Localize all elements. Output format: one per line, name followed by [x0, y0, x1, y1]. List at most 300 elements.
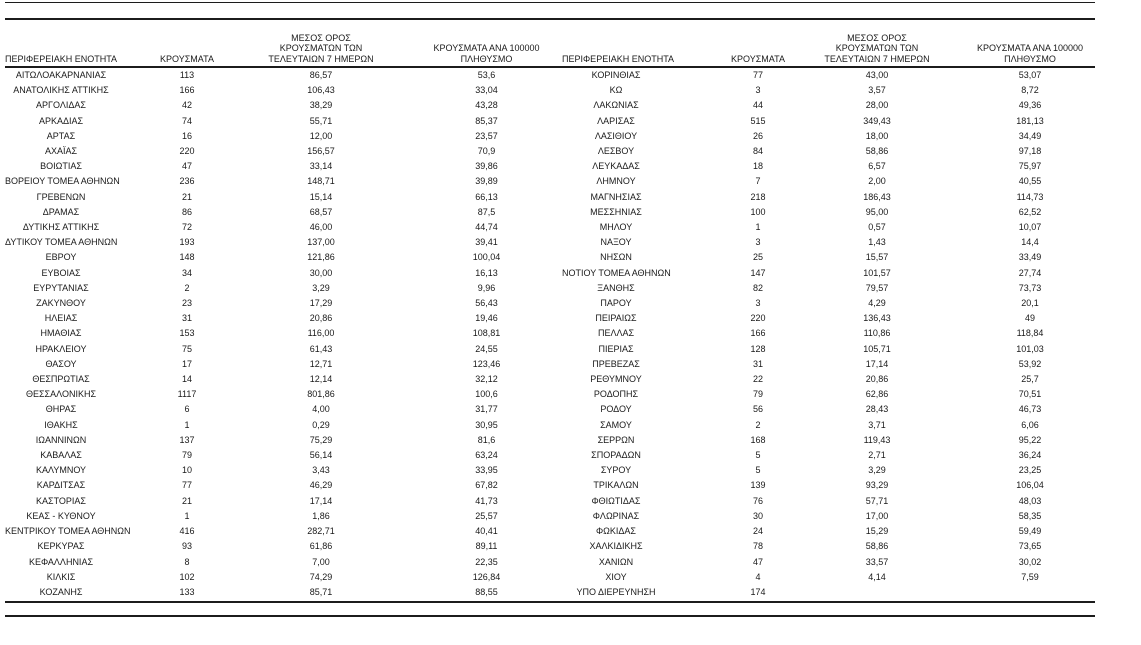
region-header-label: ΠΕΡΙΦΕΡΕΙΑΚΗ ΕΝΟΤΗΤΑ: [5, 53, 118, 64]
per100k-cell: 58,35: [1018, 510, 1042, 521]
avg7-cell: 156,57: [307, 146, 335, 157]
avg7-cell: 20,86: [309, 313, 333, 324]
per100k-cell: 88,55: [475, 586, 498, 597]
table-row: [5, 585, 562, 600]
cases-cell: 34: [181, 267, 192, 278]
avg7-cell: 12,00: [309, 130, 333, 141]
cases-cell: 139: [750, 480, 766, 491]
per100k-header: [387, 24, 562, 68]
per100k-cell: 19,46: [475, 313, 498, 324]
per100k-cell: 181,13: [1016, 115, 1044, 126]
cases-header-label: ΚΡΟΥΣΜΑΤΑ: [160, 53, 214, 64]
avg7-cell: 110,86: [863, 328, 891, 339]
region-cell: ΓΡΕΒΕΝΩΝ: [36, 191, 86, 202]
per100k-cell: 46,73: [1018, 404, 1042, 415]
per100k-header-line1: ΚΡΟΥΣΜΑΤΑ ΑΝΑ 100000: [977, 43, 1083, 53]
table-row: [5, 357, 562, 372]
cases-cell: 24: [752, 526, 763, 537]
table-row: [562, 68, 1098, 83]
per100k-cell: 49: [1024, 313, 1035, 324]
cases-cell: 79: [752, 389, 763, 400]
table-row: [5, 570, 562, 585]
avg7-cell: 2,00: [868, 176, 886, 187]
region-cell: ΕΥΒΟΙΑΣ: [41, 267, 81, 278]
avg7-cell: 4,00: [312, 404, 330, 415]
avg7-cell: 4,29: [868, 298, 886, 309]
region-cell: ΑΡΚΑΔΙΑΣ: [38, 115, 84, 126]
per100k-cell: [948, 585, 1098, 600]
avg7-cell: 101,57: [863, 267, 891, 278]
table-row: [562, 387, 1098, 402]
per100k-cell: 53,6: [477, 70, 496, 80]
table-row: [562, 478, 1098, 493]
cases-cell: 8: [184, 556, 190, 567]
per100k-cell: 23,57: [475, 130, 498, 141]
avg7-cell: 17,29: [309, 298, 333, 309]
avg7-cell: 3,29: [868, 465, 886, 476]
per100k-cell: 30,95: [475, 419, 498, 430]
per100k-cell: 22,35: [475, 556, 498, 567]
avg7-cell: 68,57: [309, 206, 333, 217]
region-cell: ΛΕΥΚΑΔΑΣ: [592, 161, 640, 172]
cases-cell: 10: [181, 465, 192, 476]
region-cell: ΚΑΒΑΛΑΣ: [40, 450, 82, 461]
cases-cell: 3: [755, 237, 761, 248]
region-cell: ΣΠΟΡΑΔΩΝ: [591, 450, 641, 461]
avg7-cell: 3,71: [868, 419, 886, 430]
avg7-cell: 15,29: [865, 526, 889, 537]
avg7-header-line2: ΚΡΟΥΣΜΑΤΩΝ ΤΩΝ: [835, 43, 919, 53]
per100k-cell: 48,03: [1018, 495, 1042, 506]
table-row: [5, 205, 562, 220]
table-row: [5, 296, 562, 311]
cases-cell: 31: [181, 313, 192, 324]
table-row: [562, 418, 1098, 433]
avg7-cell: 12,14: [309, 374, 333, 385]
avg7-cell: 28,00: [865, 100, 889, 111]
table-row: [562, 357, 1098, 372]
avg7-cell: 12,71: [309, 358, 333, 369]
per100k-cell: 97,18: [1018, 146, 1042, 157]
cases-cell: 515: [750, 115, 766, 126]
cases-cell: 166: [750, 328, 766, 339]
cases-cell: 26: [752, 130, 763, 141]
table-row: [5, 402, 562, 417]
left-table: [5, 24, 562, 600]
cases-cell: 77: [752, 70, 763, 80]
per100k-cell: 73,73: [1018, 282, 1042, 293]
region-cell: ΣΕΡΡΩΝ: [597, 434, 635, 445]
per100k-header-line2: ΠΛΗΘΥΣΜΟ: [460, 53, 513, 64]
table-row: [5, 266, 562, 281]
region-cell: ΧΑΝΙΩΝ: [598, 556, 634, 567]
cases-cell: 47: [181, 161, 192, 172]
cases-cell: 72: [181, 222, 192, 233]
region-cell: ΠΕΙΡΑΙΩΣ: [595, 313, 637, 324]
region-cell: ΔΥΤΙΚΟΥ ΤΟΜΕΑ ΑΘΗΝΩΝ: [5, 237, 118, 248]
region-cell: ΣΥΡΟΥ: [600, 465, 632, 476]
per100k-cell: 70,9: [477, 146, 496, 157]
page-bottom-rule: [5, 615, 1095, 617]
cases-cell: 4: [755, 571, 761, 582]
avg7-header-line3: ΤΕΛΕΥΤΑΙΩΝ 7 ΗΜΕΡΩΝ: [268, 53, 374, 64]
region-cell: ΠΑΡΟΥ: [600, 298, 632, 309]
per100k-cell: 7,59: [1021, 571, 1039, 582]
table-row: [562, 524, 1098, 539]
region-cell: ΕΥΡΥΤΑΝΙΑΣ: [33, 282, 89, 293]
per100k-header: [948, 24, 1098, 68]
avg7-header-line2: ΚΡΟΥΣΜΑΤΩΝ ΤΩΝ: [279, 43, 363, 53]
avg7-cell: 28,43: [865, 404, 889, 415]
per100k-cell: 85,37: [475, 115, 498, 126]
table-row: [5, 494, 562, 509]
avg7-cell: 74,29: [309, 571, 333, 582]
cases-cell: 82: [752, 282, 763, 293]
avg7-cell: 282,71: [307, 526, 335, 537]
cases-cell: 6: [184, 404, 190, 415]
per100k-header-line1: ΚΡΟΥΣΜΑΤΑ ΑΝΑ 100000: [433, 43, 540, 53]
cases-cell: 79: [181, 450, 192, 461]
per100k-cell: 10,07: [1018, 222, 1042, 233]
region-cell: ΜΕΣΣΗΝΙΑΣ: [590, 206, 642, 217]
table-row: [5, 448, 562, 463]
region-cell: ΚΕΑΣ - ΚΥΘΝΟΥ: [26, 510, 96, 521]
table-row: [562, 205, 1098, 220]
table-row: [5, 433, 562, 448]
per100k-cell: 9,96: [477, 282, 496, 293]
region-cell: ΦΩΚΙΔΑΣ: [596, 526, 636, 537]
region-cell: ΑΡΤΑΣ: [46, 130, 76, 141]
avg7-cell: 61,43: [309, 343, 333, 354]
region-cell: ΚΙΛΚΙΣ: [46, 571, 76, 582]
per100k-cell: 81,6: [477, 434, 496, 445]
table-row: [562, 402, 1098, 417]
region-cell: ΚΩ: [609, 85, 623, 96]
cases-header: [117, 24, 247, 68]
per100k-cell: 16,13: [475, 267, 498, 278]
region-cell: ΚΕΦΑΛΛΗΝΙΑΣ: [28, 556, 94, 567]
table-row: [5, 159, 562, 174]
table-row: [562, 539, 1098, 554]
per100k-cell: 39,86: [475, 161, 498, 172]
header-row: [5, 24, 562, 68]
region-cell: ΧΑΛΚΙΔΙΚΗΣ: [589, 541, 643, 552]
table-row: [562, 98, 1098, 113]
table-row: [562, 129, 1098, 144]
cases-cell: 220: [750, 313, 766, 324]
table-row: [5, 174, 562, 189]
table-row: [5, 68, 562, 83]
region-cell: ΘΕΣΣΑΛΟΝΙΚΗΣ: [25, 389, 97, 400]
table-row: [5, 342, 562, 357]
avg7-cell: 0,57: [868, 222, 886, 233]
region-cell: ΡΟΔΟΠΗΣ: [593, 389, 639, 400]
avg7-cell: 61,86: [309, 541, 333, 552]
table-row: [562, 494, 1098, 509]
table-row: [5, 220, 562, 235]
per100k-cell: 30,02: [1018, 556, 1042, 567]
region-cell: ΖΑΚΥΝΘΟΥ: [36, 298, 86, 309]
avg7-cell: 86,57: [309, 70, 333, 80]
region-cell: ΞΑΝΘΗΣ: [597, 282, 635, 293]
per100k-cell: 100,04: [472, 252, 501, 263]
region-cell: ΥΠΟ ΔΙΕΡΕΥΝΗΣΗ: [576, 586, 656, 597]
cases-cell: 174: [750, 586, 766, 597]
cases-cell: 21: [181, 495, 192, 506]
per100k-cell: 87,5: [477, 206, 496, 217]
cases-cell: 42: [181, 100, 192, 111]
table-row: [562, 250, 1098, 265]
per100k-cell: 59,49: [1018, 526, 1042, 537]
table-row: [5, 478, 562, 493]
cases-cell: 31: [752, 358, 763, 369]
avg7-cell: 105,71: [863, 343, 891, 354]
per100k-cell: 70,51: [1018, 389, 1042, 400]
region-cell: ΡΟΔΟΥ: [600, 404, 632, 415]
avg7-cell: 6,57: [868, 161, 886, 172]
cases-header: [698, 24, 818, 68]
region-cell: ΠΕΛΛΑΣ: [597, 328, 635, 339]
cases-cell: 2: [184, 282, 190, 293]
table-row: [562, 144, 1098, 159]
cases-cell: 3: [755, 298, 761, 309]
left-table-header: [5, 24, 562, 68]
region-cell: ΤΡΙΚΑΛΩΝ: [593, 480, 639, 491]
region-cell: ΚΟΡΙΝΘΙΑΣ: [591, 70, 641, 80]
left-table-body: [5, 68, 562, 600]
avg7-cell: 33,57: [865, 556, 889, 567]
cases-cell: 78: [752, 541, 763, 552]
region-cell: ΚΕΡΚΥΡΑΣ: [37, 541, 85, 552]
region-cell: ΦΛΩΡΙΝΑΣ: [592, 510, 640, 521]
table-row: [5, 281, 562, 296]
table-row: [562, 235, 1098, 250]
per100k-cell: 66,13: [475, 191, 498, 202]
region-cell: ΗΛΕΙΑΣ: [44, 313, 78, 324]
table-row: [562, 326, 1098, 341]
cases-cell: 5: [755, 465, 761, 476]
avg7-cell: 119,43: [863, 434, 891, 445]
per100k-cell: 101,03: [1016, 343, 1044, 354]
avg7-cell: 7,00: [312, 556, 330, 567]
region-cell: ΝΑΞΟΥ: [600, 237, 632, 248]
avg7-cell: 3,43: [312, 465, 330, 476]
region-header: [5, 24, 117, 68]
per100k-cell: 62,52: [1018, 206, 1042, 217]
table-row: [562, 448, 1098, 463]
per100k-cell: 75,97: [1018, 161, 1042, 172]
avg7-cell: 0,29: [312, 419, 330, 430]
cases-header-label: ΚΡΟΥΣΜΑΤΑ: [731, 53, 785, 64]
avg7-cell: 186,43: [863, 191, 891, 202]
region-cell: ΚΑΡΔΙΤΣΑΣ: [36, 480, 86, 491]
table-row: [5, 311, 562, 326]
right-table-header: [562, 24, 1098, 68]
table-row: [5, 524, 562, 539]
region-cell: ΘΕΣΠΡΩΤΙΑΣ: [32, 374, 90, 385]
region-cell: ΧΙΟΥ: [605, 571, 627, 582]
table-row: [5, 98, 562, 113]
table-row: [562, 585, 1098, 600]
cases-cell: 128: [750, 343, 766, 354]
table-row: [562, 159, 1098, 174]
cases-cell: 1117: [177, 389, 197, 400]
region-cell: ΙΘΑΚΗΣ: [44, 419, 78, 430]
table-row: [562, 342, 1098, 357]
table-row: [562, 570, 1098, 585]
per100k-cell: 126,84: [472, 571, 501, 582]
cases-cell: 113: [179, 70, 195, 80]
cases-cell: 77: [181, 480, 192, 491]
region-cell: ΚΟΖΑΝΗΣ: [39, 586, 83, 597]
header-top-rule: [5, 18, 1095, 20]
region-cell: ΙΩΑΝΝΙΝΩΝ: [35, 434, 87, 445]
cases-cell: 416: [179, 526, 195, 537]
cases-cell: 23: [181, 298, 192, 309]
per100k-cell: 100,6: [475, 389, 498, 400]
avg7-cell: 1,86: [312, 510, 330, 521]
per100k-cell: 39,89: [475, 176, 498, 187]
per100k-cell: 31,77: [475, 404, 498, 415]
table-row: [562, 266, 1098, 281]
cases-cell: 16: [181, 130, 192, 141]
per100k-cell: 40,41: [475, 526, 498, 537]
per100k-cell: 34,49: [1018, 130, 1042, 141]
region-cell: ΗΜΑΘΙΑΣ: [40, 328, 82, 339]
avg7-cell: 58,86: [865, 146, 889, 157]
region-cell: ΜΗΛΟΥ: [599, 222, 633, 233]
per100k-cell: 95,22: [1018, 434, 1042, 445]
region-cell: ΣΑΜΟΥ: [600, 419, 632, 430]
per100k-cell: 25,57: [475, 510, 498, 521]
cases-cell: 1: [755, 222, 761, 233]
avg7-cell: 85,71: [309, 586, 333, 597]
header-row: [562, 24, 1098, 68]
region-cell: ΚΑΣΤΟΡΙΑΣ: [36, 495, 86, 506]
avg7-cell: 17,00: [865, 510, 889, 521]
per100k-cell: 33,04: [475, 85, 498, 96]
avg7-cell: 30,00: [309, 267, 333, 278]
avg7-cell: 17,14: [309, 495, 333, 506]
table-row: [562, 220, 1098, 235]
per100k-cell: 73,65: [1018, 541, 1042, 552]
per100k-cell: 40,55: [1018, 176, 1042, 187]
region-cell: ΑΡΓΟΛΙΔΑΣ: [36, 100, 86, 111]
region-cell: ΔΡΑΜΑΣ: [42, 206, 80, 217]
avg7-cell: 4,14: [868, 571, 886, 582]
cases-cell: 76: [752, 495, 763, 506]
table-row: [5, 539, 562, 554]
avg7-cell: 3,29: [312, 282, 330, 293]
cases-cell: 25: [752, 252, 763, 263]
per100k-cell: 23,25: [1018, 465, 1042, 476]
region-header: [562, 24, 698, 68]
table-bottom-rule: [5, 601, 1095, 603]
avg7-header: [818, 24, 948, 68]
avg7-cell: 57,71: [865, 495, 889, 506]
cases-cell: 86: [181, 206, 192, 217]
cases-cell: 74: [181, 115, 192, 126]
per100k-cell: 106,04: [1016, 480, 1044, 491]
table-row: [5, 144, 562, 159]
avg7-cell: 95,00: [865, 206, 889, 217]
avg7-header: [247, 24, 387, 68]
cases-cell: 22: [752, 374, 763, 385]
avg7-cell: 15,14: [309, 191, 333, 202]
avg7-cell: 137,00: [307, 237, 335, 248]
table-row: [5, 190, 562, 205]
per100k-cell: 43,28: [475, 100, 498, 111]
avg7-cell: 136,43: [863, 313, 891, 324]
table-row: [562, 433, 1098, 448]
table-row: [5, 418, 562, 433]
table-row: [562, 114, 1098, 129]
per100k-cell: 123,46: [472, 358, 501, 369]
right-table: [562, 24, 1098, 600]
per100k-cell: 33,49: [1018, 252, 1042, 263]
avg7-cell: 58,86: [865, 541, 889, 552]
avg7-cell: 1,43: [868, 237, 886, 248]
region-cell: ΛΑΚΩΝΙΑΣ: [593, 100, 639, 111]
avg7-cell: 56,14: [309, 450, 333, 461]
cases-cell: 236: [179, 176, 195, 187]
cases-cell: 44: [752, 100, 763, 111]
table-row: [562, 372, 1098, 387]
per100k-cell: 114,73: [1016, 191, 1044, 202]
per100k-cell: 36,24: [1018, 450, 1042, 461]
cases-cell: 218: [750, 191, 766, 202]
cases-cell: 153: [179, 328, 195, 339]
avg7-cell: 38,29: [309, 100, 333, 111]
region-cell: ΑΙΤΩΛΟΑΚΑΡΝΑΝΙΑΣ: [15, 70, 107, 80]
region-cell: ΝΗΣΩΝ: [600, 252, 632, 263]
region-cell: ΔΥΤΙΚΗΣ ΑΤΤΙΚΗΣ: [22, 222, 100, 233]
cases-cell: 220: [179, 146, 195, 157]
avg7-cell: 43,00: [865, 70, 889, 80]
avg7-cell: 33,14: [309, 161, 333, 172]
avg7-cell: 46,00: [309, 222, 333, 233]
table-row: [5, 387, 562, 402]
per100k-cell: 44,74: [475, 222, 498, 233]
per100k-cell: 89,11: [475, 541, 498, 552]
per100k-cell: 63,24: [475, 450, 498, 461]
per100k-cell: 41,73: [475, 495, 498, 506]
region-cell: ΒΟΡΕΙΟΥ ΤΟΜΕΑ ΑΘΗΝΩΝ: [5, 176, 120, 187]
per100k-cell: 6,06: [1021, 419, 1039, 430]
table-row: [5, 326, 562, 341]
per100k-cell: 14,4: [1021, 237, 1039, 248]
table-row: [5, 372, 562, 387]
table-row: [562, 555, 1098, 570]
table-row: [562, 463, 1098, 478]
table-row: [562, 83, 1098, 98]
region-cell: ΕΒΡΟΥ: [45, 252, 77, 263]
per100k-cell: 53,92: [1018, 358, 1042, 369]
cases-cell: 148: [179, 252, 195, 263]
region-cell: ΛΕΣΒΟΥ: [597, 146, 635, 157]
avg7-cell: [818, 585, 948, 600]
cases-cell: 100: [750, 206, 766, 217]
cases-cell: 47: [752, 556, 763, 567]
avg7-header-line1: ΜΕΣΟΣ ΟΡΟΣ: [291, 32, 351, 43]
per100k-header-line2: ΠΛΗΘΥΣΜΟ: [1004, 53, 1056, 64]
per100k-cell: 24,55: [475, 343, 498, 354]
cases-cell: 147: [750, 267, 766, 278]
avg7-cell: 55,71: [309, 115, 333, 126]
avg7-cell: 79,57: [865, 282, 889, 293]
region-cell: ΚΕΝΤΡΙΚΟΥ ΤΟΜΕΑ ΑΘΗΝΩΝ: [5, 526, 131, 537]
table-row: [5, 83, 562, 98]
